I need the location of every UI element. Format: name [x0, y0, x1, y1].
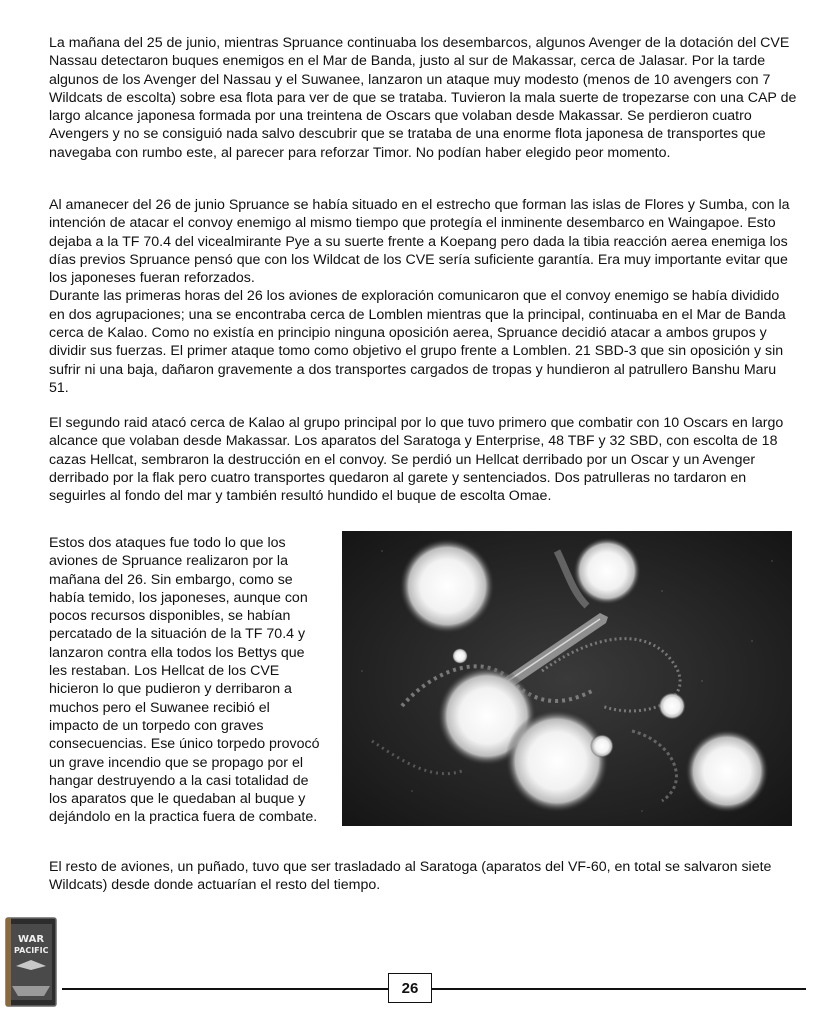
page-number: 26: [388, 973, 432, 1003]
aerial-photo-icon: [342, 531, 792, 826]
paragraph-4: Estos dos ataques fue todo lo que los aviones de Spruance realizaron por la mañana del 26. Sin embargo, como se había temido, los japoneses, aunque con pocos recursos disponibles, se habían percatado de la situación de la TF 70.4 y lanzaron contra ella todos los Bettys que les restaban. Los Hellcat de los CVE hicieron lo que pudieron y derribaron a muchos pero el Suwanee recibió el impacto de un torpedo con graves consecuencias. Ese único torpedo provocó un grave incendio que se propago por el hangar destruyendo a la casi totalidad de los aparatos que le quedaban al buque y dejándolo en la practica fuera de combate.: [49, 535, 320, 826]
game-box-icon: [4, 916, 58, 1008]
aerial-photo: [342, 531, 792, 826]
paragraph-5: El resto de aviones, un puñado, tuvo que ser trasladado al Saratoga (aparatos del VF-60, en total se salvaron siete Wildcats) desde donde actuarían el resto del tiempo.: [49, 859, 772, 894]
paragraph-1: La mañana del 25 de junio, mientras Spruance continuaba los desembarcos, algunos Avenger de la dotación del CVE Nassau detectaron buques enemigos en el Mar de Banda, justo al sur de Makassar, cerca de Jalasar. Por la tarde algunos de los Avenger del Nassau y el Suwanee, lanzaron un ataque muy modesto (menos de 10 avengers con 7 Wildcats de escolta) sobre esa flota para ver de que se trataba. Tuvieron la mala suerte de tropezarse con una CAP de largo alcance japonesa formada por una treintena de Oscars que volaban desde Makassar. Se perdieron cuatro Avengers y no se consiguió nada salvo descubrir que se trataba de una enorme flota japonesa de transportes que navegaba con rumbo este, al parecer para reforzar Timor. No podían haber elegido peor momento.: [49, 35, 797, 161]
footer-rule: [62, 988, 806, 990]
cover-title-line1: WAR: [18, 934, 45, 945]
cover-title-line2: PACIFIC: [14, 946, 49, 955]
paragraph-2: Al amanecer del 26 de junio Spruance se había situado en el estrecho que forman las islas de Flores y Sumba, con la intención de atacar el convoy enemigo al mismo tiempo que protegía el inminente desembarco en Waingapoe. Esto dejaba a la TF 70.4 del vicealmirante Pye a su suerte frente a Koepang pero dada la tibia reacción aerea enemiga los días previos Spruance pensó que con los Wildcat de los CVE sería suficiente garantía. Era muy importante evitar que los japoneses fueran reforzados. Durante las primeras horas del 26 los aviones de exploración comunicaron que el convoy enemigo se había dividido en dos agrupaciones; una se encontraba cerca de Lomblen mientras que la principal, continuaba en el Mar de Banda cerca de Kalao. Como no existía en principio ninguna oposición aerea, Spruance decidió atacar a ambos grupos y dividir sus fuerzas. El primer ataque tomo como objetivo el grupo frente a Lomblen. 21 SBD-3 que sin oposición y sin sufrir ni una baja, dañaron gravemente a dos transportes cargados de tropas y hundieron al patrullero Banshu Maru 51.: [49, 197, 790, 396]
game-box-cover: [4, 916, 58, 1008]
paragraph-3: El segundo raid atacó cerca de Kalao al grupo principal por lo que tuvo primero que combatir con 10 Oscars en largo alcance que volaban desde Makassar. Los aparatos del Saratoga y Enterprise, 48 TBF y 32 SBD, con escolta de 18 cazas Hellcat, sembraron la destrucción en el convoy. Se perdió un Hellcat derribado por un Oscar y un Avenger derribado por la flak pero cuatro transportes quedaron al garete y sentenciados. Dos patrulleras no tardaron en seguirles al fondo del mar y también resultó hundido el buque de escolta Omae.: [49, 415, 784, 505]
